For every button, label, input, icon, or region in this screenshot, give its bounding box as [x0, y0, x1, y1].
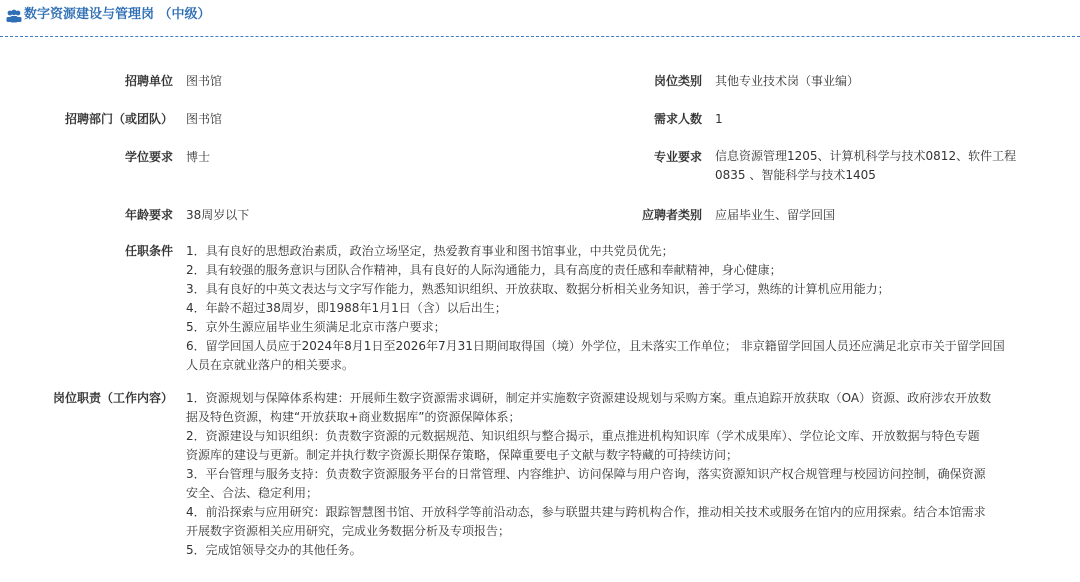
- department-label: 招聘部门（或团队）: [64, 112, 173, 126]
- requirement-item: 4．年龄不超过38周岁，即1988年1月1日（含）以后出生；: [186, 301, 507, 315]
- headcount-label: 需求人数: [653, 112, 702, 126]
- major-value: [715, 147, 1016, 185]
- major-line: 信息资源管理1205、计算机科学与技术0812、软件工程: [715, 149, 1017, 163]
- requirement-item: 5．京外生源应届毕业生须满足北京市落户要求；: [186, 320, 446, 334]
- department-value: 图书馆: [186, 112, 223, 126]
- applicant-value: 应届毕业生、留学回国: [715, 208, 836, 222]
- age-value: 38周岁以下: [186, 208, 250, 222]
- requirement-item: 1．具有良好的思想政治素质，政治立场坚定，热爱教育事业和图书馆事业，中共党员优先；: [186, 244, 674, 258]
- headcount-value: 1: [715, 112, 723, 126]
- section-title: 数字资源建设与管理岗 （中级）: [24, 7, 211, 22]
- duties-label: 岗位职责（工作内容）: [52, 391, 173, 405]
- duty-item: 资源库的建设与更新。制定并执行数字资源长期保存策略，保障重要电子文献与数字特藏的可持续访问；: [186, 448, 739, 462]
- degree-label: 学位要求: [124, 150, 173, 164]
- duty-item: 5．完成馆领导交办的其他任务。: [186, 543, 362, 557]
- dashed-divider: [0, 36, 1080, 37]
- requirements-list: [186, 242, 1005, 375]
- requirements-label: 任职条件: [124, 244, 173, 258]
- duty-item: 3．平台管理与服务支持：负责数字资源服务平台的日常管理、内容维护、访问保障与用户咨询，落实资源知识产权合规管理与校园访问控制，确保资源: [186, 467, 986, 481]
- category-label: 岗位类别: [653, 74, 702, 88]
- requirement-item: 人员在京就业落户的相关要求。: [186, 358, 355, 372]
- major-line: 0835 、智能科学与技术1405: [715, 168, 876, 182]
- applicant-label: 应聘者类别: [641, 208, 702, 222]
- duty-item: 据及特色资源，构建“开放获取+商业数据库”的资源保障体系；: [186, 410, 521, 424]
- duty-item: 1．资源规划与保障体系构建：开展师生数字资源需求调研，制定并实施数字资源建设规划与采购方案。重点追踪开放获取（OA）资源、政府涉农开放数: [186, 391, 992, 405]
- unit-label: 招聘单位: [124, 74, 173, 88]
- duties-list: [186, 389, 991, 560]
- duty-item: 开展数字资源相关应用研究，完成业务数据分析及专项报告；: [186, 524, 511, 538]
- major-label: 专业要求: [653, 150, 702, 164]
- requirement-item: 3．具有良好的中英文表达与文字写作能力，熟悉知识组织、开放获取、数据分析相关业务知识，善于学习，熟练的计算机应用能力；: [186, 282, 890, 296]
- unit-value: 图书馆: [186, 74, 223, 88]
- category-value: 其他专业技术岗（事业编）: [715, 74, 860, 88]
- requirement-item: 2．具有较强的服务意识与团队合作精神，具有良好的人际沟通能力，具有高度的责任感和奉献精神，身心健康；: [186, 263, 782, 277]
- duty-item: 2．资源建设与知识组织：负责数字资源的元数据规范、知识组织与整合揭示，重点推进机构知识库（学术成果库）、学位论文库、开放数据与特色专题: [186, 429, 980, 443]
- degree-value: 博士: [186, 150, 211, 164]
- duty-item: 4．前沿探索与应用研究：跟踪智慧图书馆、开放科学等前沿动态，参与联盟共建与跨机构合作，推动相关技术或服务在馆内的应用探索。结合本馆需求: [186, 505, 986, 519]
- duty-item: 安全、合法、稳定利用；: [186, 486, 319, 500]
- section-header: [0, 0, 1080, 36]
- requirement-item: 6．留学回国人员应于2024年8月1日至2026年7月31日期间取得国（境）外学位，且未落实工作单位； 非京籍留学回国人员还应满足北京市关于留学回国: [186, 339, 1005, 353]
- age-label: 年龄要求: [124, 208, 173, 222]
- people-icon: [6, 8, 22, 22]
